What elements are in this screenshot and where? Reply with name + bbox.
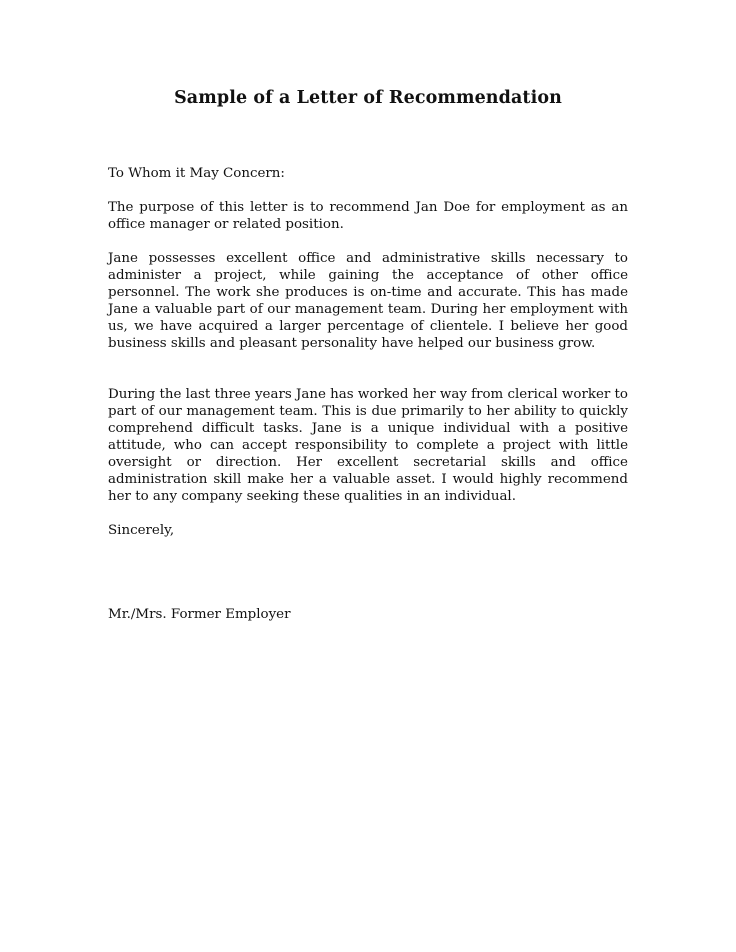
closing: Sincerely, (108, 523, 175, 538)
letter-title: Sample of a Letter of Recommendation (174, 88, 562, 108)
paragraph-history: During the last three years Jane has worked her way from clerical worker to part of our management team. This is due primarily to her ability to quickly comprehend difficult tasks. Jane is a unique individual with a positive attitude, who can accept responsibility to complete a project with little oversight or direction. Her excellent secretarial skills and office administration skill make her a valuable asset. I would highly recommend her to any company seeking these qualities in an individual. (108, 387, 628, 504)
salutation: To Whom it May Concern: (108, 166, 285, 181)
paragraph-purpose: The purpose of this letter is to recommend Jan Doe for employment as an office manager or related position. (108, 200, 628, 232)
signature: Mr./Mrs. Former Employer (108, 607, 291, 622)
paragraph-skills: Jane possesses excellent office and administrative skills necessary to administer a project, while gaining the acceptance of other office personnel. The work she produces is on-time and accurate. This has made Jane a valuable part of our management team. During her employment with us, we have acquired a larger percentage of clientele. I believe her good business skills and pleasant personality have helped our business grow. (108, 251, 628, 351)
